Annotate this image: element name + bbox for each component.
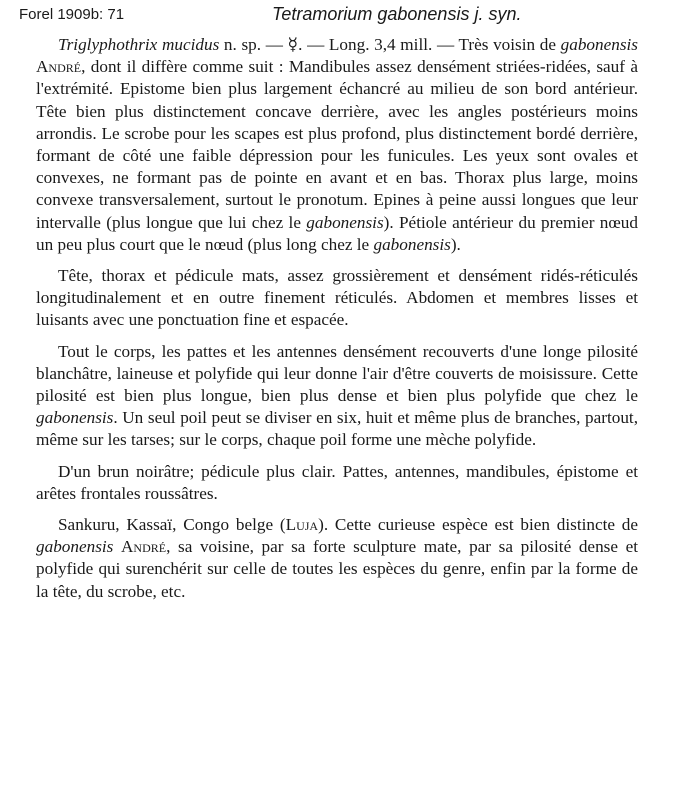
text-run <box>113 537 121 556</box>
paragraph-sculpture <box>36 265 638 332</box>
author-name: André <box>36 57 82 77</box>
page-header <box>0 4 685 26</box>
citation-label: Forel 1909b: 71 <box>19 6 125 23</box>
text-run: , dont il diffère comme suit : Mandibules assez densément striées-ridées, sauf à l'extrémité. Epistome bien plus largement échancré au milieu de son bord antérieur. Tête bien plus distinctement concave derrière, avec les angles postérieurs moins arrondis. Le scrobe pour les scapes est plus profond, plus distinctement bordé derrière, formant de côté une faible dépression pour les funicules. Les yeux sont ovales et convexes, ne formant pas de pointe en avant et en bas. Thorax plus large, moins convexe transversalement, surtout le pronotum. Epines à peine aussi longues que leur intervalle (plus longue que lui chez le <box>36 57 638 232</box>
text-run: ). <box>450 234 461 254</box>
italic-term: gabonensis <box>373 234 451 254</box>
text-run: Tête, thorax et pédicule mats, assez grossièrement et densément ridés-réticulés longitudinalement et en outre finement réticulés. Abdomen et membres lisses et luisants avec une ponctuation fine et espacée. <box>36 266 638 330</box>
paragraph-pilosity <box>36 341 638 452</box>
text-run: Tout le corps, les pattes et les antennes densément recouverts d'une longe pilosité blanchâtre, laineuse et polyfide qui leur donne l'air d'être couverts de moisissure. Cette pilosité est bien plus longue, bien plus dense et bien plus polyfide que chez le <box>36 341 638 406</box>
italic-term: gabonensis <box>306 212 384 232</box>
text-run: ). Pétiole antérieur du premier nœud un peu plus court que le nœud (plus long chez le <box>36 212 638 254</box>
paragraph-coloration <box>36 461 638 505</box>
italic-term: Triglyphothrix mucidus <box>58 35 220 54</box>
text-run: . Un seul poil peut se diviser en six, huit et même plus de branches, partout, même sur les tarses; sur le corps, chaque poil forme une mèche polyfide. <box>36 408 638 450</box>
author-name: André <box>120 537 167 557</box>
text-run: D'un brun noirâtre; pédicule plus clair. Pattes, antennes, mandibules, épistome et arêtes frontales roussâtres. <box>36 461 638 503</box>
paragraph-locality <box>36 514 638 603</box>
text-run: n. sp. — ☿. — Long. 3,4 mill. — Très voisin de <box>219 35 561 54</box>
taxon-title: Tetramorium gabonensis j. syn. <box>272 4 522 24</box>
italic-term: gabonensis <box>36 408 114 428</box>
italic-term: gabonensis <box>36 537 114 557</box>
paragraph-diagnosis <box>36 34 638 256</box>
text-run: ). Cette curieuse espèce est bien distincte de <box>318 515 638 535</box>
species-description <box>36 34 638 603</box>
author-name: Luja <box>285 515 319 535</box>
italic-term: gabonensis <box>560 35 638 54</box>
text-run: , sa voisine, par sa forte sculpture mate, par sa pilosité dense et polyfide qui surenchérit sur celle de toutes les espèces du genre, enfin par la forme de la tête, du scrobe, etc. <box>36 537 639 601</box>
text-run: Sankuru, Kassaï, Congo belge ( <box>58 515 286 535</box>
